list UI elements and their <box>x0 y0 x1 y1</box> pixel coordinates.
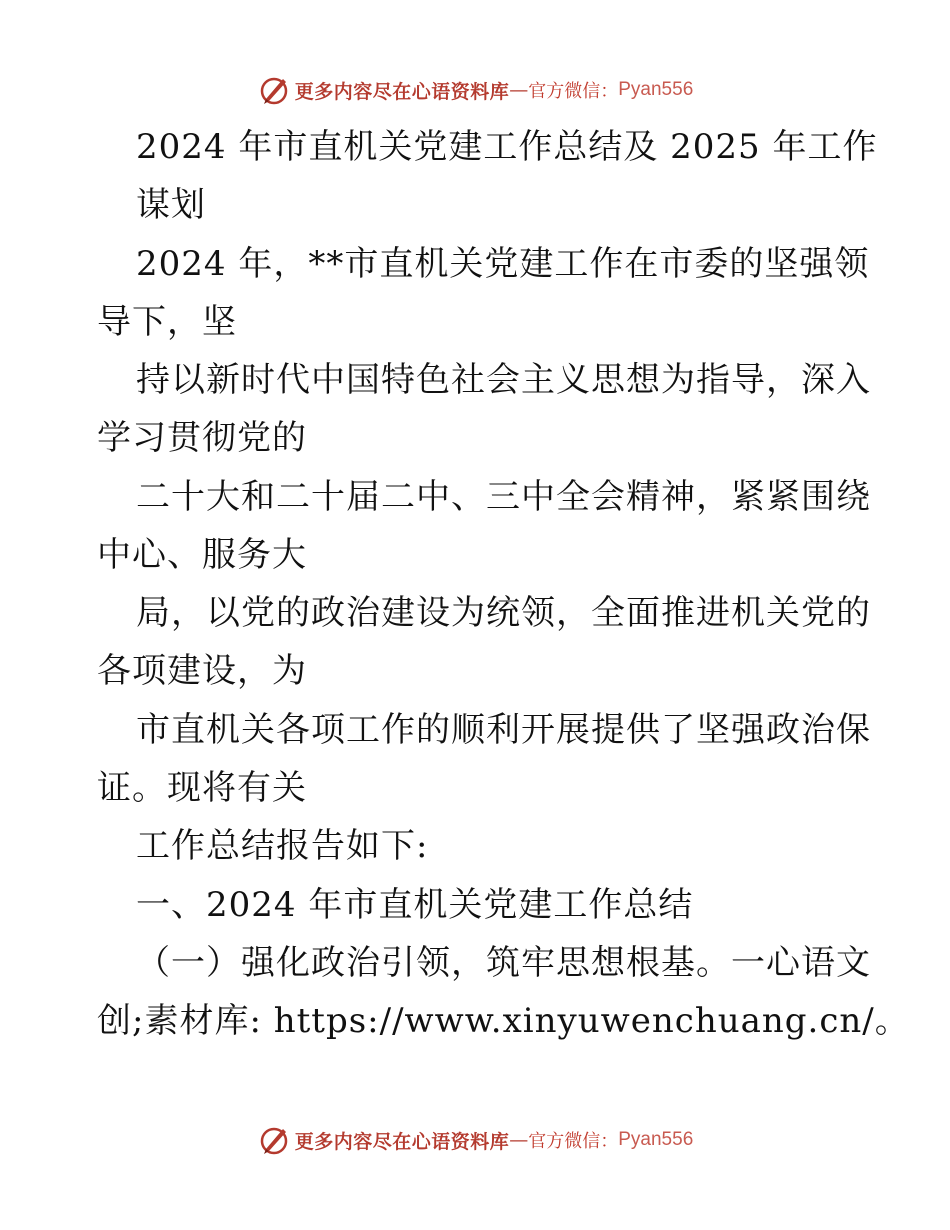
paragraph-line: 创;素材库: https://www.xinyuwenchuang.cn/。 <box>97 1001 910 1041</box>
section-heading: 一、2024 年市直机关党建工作总结 <box>136 885 694 925</box>
document-title-cont: 谋划 <box>136 185 206 225</box>
paragraph-line: 持以新时代中国特色社会主义思想为指导，深入 <box>136 360 871 400</box>
paragraph-line: 二十大和二十届二中、三中全会精神，紧紧围绕 <box>136 477 871 517</box>
paragraph-line: 证。现将有关 <box>97 768 307 808</box>
watermark-brand: 更多内容尽在心语资料库 <box>294 1130 510 1153</box>
paragraph-line: 各项建设，为 <box>97 651 307 691</box>
paragraph-line: 工作总结报告如下: <box>136 826 429 866</box>
paragraph-line: 局，以党的政治建设为统领，全面推进机关党的 <box>136 593 871 633</box>
paragraph-line: 市直机关各项工作的顺利开展提供了坚强政治保 <box>136 710 871 750</box>
header-watermark <box>0 70 950 110</box>
watermark-label: 官方微信： <box>528 1131 619 1152</box>
watermark-brand: 更多内容尽在心语资料库 <box>294 80 510 103</box>
pen-logo-icon <box>257 1123 291 1157</box>
pen-logo-icon <box>257 73 291 107</box>
watermark-separator: — <box>509 79 529 101</box>
watermark-wechat-id: Pyan556 <box>618 1129 694 1150</box>
paragraph-line: 中心、服务大 <box>97 535 307 575</box>
paragraph-line: 2024 年，**市直机关党建工作在市委的坚强领 <box>136 244 870 284</box>
footer-watermark <box>0 1120 950 1160</box>
paragraph-line: 导下，坚 <box>97 302 237 342</box>
watermark-label: 官方微信： <box>528 81 619 102</box>
watermark-separator: — <box>509 1129 529 1151</box>
subsection-heading: （一）强化政治引领，筑牢思想根基。一心语文 <box>136 943 871 983</box>
paragraph-line: 学习贯彻党的 <box>97 418 307 458</box>
watermark-wechat-id: Pyan556 <box>618 79 694 100</box>
document-title: 2024 年市直机关党建工作总结及 2025 年工作 <box>136 127 878 167</box>
